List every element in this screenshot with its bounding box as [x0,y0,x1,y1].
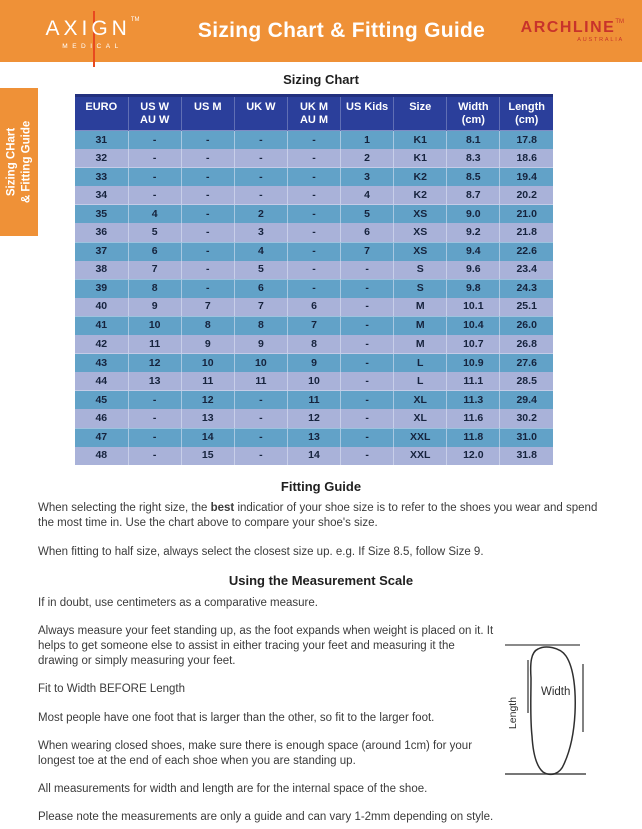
cell: - [181,168,234,187]
length-label: Length [507,696,519,730]
cell: 6 [341,223,394,242]
cell: 12 [287,409,340,428]
cell: 1 [341,131,394,150]
cell: XS [394,242,447,261]
cell: - [234,409,287,428]
cell: 21.0 [500,205,553,224]
cell: 48 [75,447,128,466]
cell: 29.4 [500,391,553,410]
cell: XXL [394,447,447,466]
cell: M [394,335,447,354]
cell: 46 [75,409,128,428]
cell: M [394,316,447,335]
cell: - [341,316,394,335]
cell: 27.6 [500,354,553,373]
cell: K2 [394,186,447,205]
fitting-guide-text [0,501,642,560]
cell: K1 [394,131,447,150]
paragraph-text: indicatior of your shoe size is to refer to the shoes you wear and spend the most time in. Use the chart above to compare your shoe's size. [38,502,598,530]
cell: 25.1 [500,298,553,317]
column-header: US Kids [341,96,394,131]
cell: 42 [75,335,128,354]
axign-logo [0,13,185,50]
side-tab-line1: Sizing CHart [5,127,18,197]
table-row [75,131,553,150]
cell: 7 [234,298,287,317]
cell: 11.1 [447,372,500,391]
cell: 14 [287,447,340,466]
cell: 3 [341,168,394,187]
cell: 10 [234,354,287,373]
cell: - [181,223,234,242]
cell: 9.2 [447,223,500,242]
cell: 18.6 [500,149,553,168]
cell: - [234,168,287,187]
cell: 3 [234,223,287,242]
cell: - [181,242,234,261]
cell: 17.8 [500,131,553,150]
axign-logo-text: AXIGN [45,16,131,40]
cell: 13 [128,372,181,391]
cell: 5 [234,261,287,280]
cell: 8.3 [447,149,500,168]
cell: 8 [128,279,181,298]
cell: 13 [287,428,340,447]
cell: 5 [128,223,181,242]
cell: 4 [234,242,287,261]
cell: 8 [181,316,234,335]
archline-logo [498,19,628,43]
cell: 11.6 [447,409,500,428]
paragraph-text: When selecting the right size, the [38,502,211,515]
foot-outline [531,647,576,774]
cell: - [341,279,394,298]
cell: 8.7 [447,186,500,205]
cell: 40 [75,298,128,317]
cell: - [287,242,340,261]
cell: - [287,186,340,205]
column-header: UK W [234,96,287,131]
cell: 2 [234,205,287,224]
column-header: Size [394,96,447,131]
cell: 9 [287,354,340,373]
cell: - [128,131,181,150]
cell: 7 [181,298,234,317]
cell: - [341,391,394,410]
cell: 7 [128,261,181,280]
cell: 8.1 [447,131,500,150]
table-row [75,261,553,280]
cell: 28.5 [500,372,553,391]
cell: - [341,372,394,391]
sizing-chart-table-head [75,96,553,131]
cell: - [128,447,181,466]
side-tab-line2: & Fitting Guide [20,120,32,204]
cell: L [394,354,447,373]
cell: 6 [128,242,181,261]
cell: K2 [394,168,447,187]
table-row [75,335,553,354]
cell: - [341,354,394,373]
cell: - [287,131,340,150]
cell: 12 [181,391,234,410]
cell: 6 [287,298,340,317]
cell: S [394,261,447,280]
column-header: UK M AU M [287,96,340,131]
table-row [75,149,553,168]
cell: - [128,168,181,187]
cell: 2 [341,149,394,168]
cell: 10 [181,354,234,373]
table-row [75,372,553,391]
cell: 47 [75,428,128,447]
cell: 11.3 [447,391,500,410]
cell: 11 [234,372,287,391]
paragraph: Most people have one foot that is larger than the other, so fit to the larger foot. [38,711,435,724]
cell: 33 [75,168,128,187]
cell: 31 [75,131,128,150]
cell: - [234,131,287,150]
table-row [75,409,553,428]
cell: 21.8 [500,223,553,242]
cell: XS [394,205,447,224]
cell: 13 [181,409,234,428]
column-header: EURO [75,96,128,131]
cell: XXL [394,428,447,447]
cell: - [234,391,287,410]
cell: 10.7 [447,335,500,354]
cell: 44 [75,372,128,391]
side-tab-sizing-chart [0,88,38,236]
cell: 9.6 [447,261,500,280]
cell: 20.2 [500,186,553,205]
cell: - [181,186,234,205]
cell: - [287,261,340,280]
cell: M [394,298,447,317]
cell: - [287,149,340,168]
sizing-chart-table-body [75,131,553,466]
cell: 39 [75,279,128,298]
paragraph: When wearing closed shoes, make sure there is enough space (around 1cm) for your longest toe at the end of each shoe when you are standing up. [38,739,473,767]
sizing-chart-table [75,94,553,465]
cell: - [181,149,234,168]
cell: 11 [287,391,340,410]
cell: - [287,168,340,187]
cell: 45 [75,391,128,410]
cell: 22.6 [500,242,553,261]
cell: 5 [341,205,394,224]
cell: 41 [75,316,128,335]
paragraph: If in doubt, use centimeters as a comparative measure. [38,596,318,609]
cell: 32 [75,149,128,168]
cell: - [287,205,340,224]
cell: - [181,261,234,280]
column-header: US W AU W [128,96,181,131]
cell: - [234,186,287,205]
sizing-chart-heading: Sizing Chart [283,72,359,87]
cell: 11 [181,372,234,391]
paragraph: Fit to Width BEFORE Length [38,683,186,696]
table-row [75,391,553,410]
header-banner [0,0,642,62]
cell: 9.4 [447,242,500,261]
cell: 9.0 [447,205,500,224]
cell: 9.8 [447,279,500,298]
cell: - [128,149,181,168]
cell: 24.3 [500,279,553,298]
cell: - [128,186,181,205]
cell: 9 [181,335,234,354]
cell: 14 [181,428,234,447]
axign-trademark: TM [130,16,140,23]
table-row [75,242,553,261]
cell: - [181,205,234,224]
table-row [75,354,553,373]
cell: 23.4 [500,261,553,280]
cell: XS [394,223,447,242]
column-header: Width (cm) [447,96,500,131]
table-row [75,205,553,224]
cell: 4 [341,186,394,205]
cell: - [341,261,394,280]
table-row [75,428,553,447]
paragraph: Always measure your feet standing up, as the foot expands when weight is placed on it. It helps to get someone else to assist in either tracing your feet and measuring it the drawing or simply measuring your feet. [38,624,494,668]
axign-logo-subtext: MEDICAL [62,42,123,50]
cell: XL [394,391,447,410]
cell: 7 [287,316,340,335]
table-row [75,279,553,298]
table-header-row [75,96,553,131]
archline-trademark: TM [615,19,624,25]
measurement-scale-heading: Using the Measurement Scale [228,572,414,588]
cell: - [341,447,394,466]
measurement-scale-text [0,596,495,826]
cell: 10 [287,372,340,391]
paragraph: All measurements for width and length are for the internal space of the shoe. [38,783,428,796]
cell: - [181,279,234,298]
cell: 10.4 [447,316,500,335]
archline-logo-subtext: AUSTRALIA [577,37,624,43]
cell: - [341,428,394,447]
paragraph [38,501,616,531]
cell: 6 [234,279,287,298]
paragraph: Please note the measurements are only a guide and can vary 1-2mm depending on style. [38,811,494,824]
cell: 8.5 [447,168,500,187]
cell: 26.0 [500,316,553,335]
cell: 36 [75,223,128,242]
cell: 31.0 [500,428,553,447]
cell: - [128,391,181,410]
cell: 10 [128,316,181,335]
table-row [75,168,553,187]
cell: 38 [75,261,128,280]
cell: 8 [234,316,287,335]
cell: - [341,409,394,428]
cell: - [287,279,340,298]
cell: 12.0 [447,447,500,466]
cell: - [341,335,394,354]
cell: 11.8 [447,428,500,447]
cell: 8 [287,335,340,354]
table-row [75,316,553,335]
cell: - [341,298,394,317]
cell: 10.9 [447,354,500,373]
cell: - [128,428,181,447]
paragraph-bold-text: best [210,502,235,515]
cell: 34 [75,186,128,205]
archline-logo-text: ARCHLINE [520,19,616,36]
cell: 37 [75,242,128,261]
cell: - [128,409,181,428]
table-row [75,298,553,317]
cell: 10.1 [447,298,500,317]
table-row [75,186,553,205]
cell: 19.4 [500,168,553,187]
cell: L [394,372,447,391]
cell: - [234,149,287,168]
cell: 15 [181,447,234,466]
cell: 43 [75,354,128,373]
column-header: Length (cm) [500,96,553,131]
cell: - [181,131,234,150]
page-title: Sizing Chart & Fitting Guide [197,19,486,42]
foot-measurement-diagram [500,633,595,781]
cell: - [287,223,340,242]
cell: 31.8 [500,447,553,466]
cell: 9 [128,298,181,317]
cell: - [234,447,287,466]
cell: 26.8 [500,335,553,354]
paragraph: When fitting to half size, always select the closest size up. e.g. If Size 8.5, follow Size 9. [38,545,484,558]
width-label: Width [541,686,571,698]
cell: 35 [75,205,128,224]
cell: K1 [394,149,447,168]
table-row [75,223,553,242]
table-row [75,447,553,466]
cell: 4 [128,205,181,224]
cell: 9 [234,335,287,354]
cell: 12 [128,354,181,373]
cell: 7 [341,242,394,261]
cell: S [394,279,447,298]
cell: - [234,428,287,447]
cell: 11 [128,335,181,354]
side-tab-label [4,121,34,203]
cell: 30.2 [500,409,553,428]
cell: XL [394,409,447,428]
fitting-guide-heading: Fitting Guide [280,479,362,495]
column-header: US M [181,96,234,131]
